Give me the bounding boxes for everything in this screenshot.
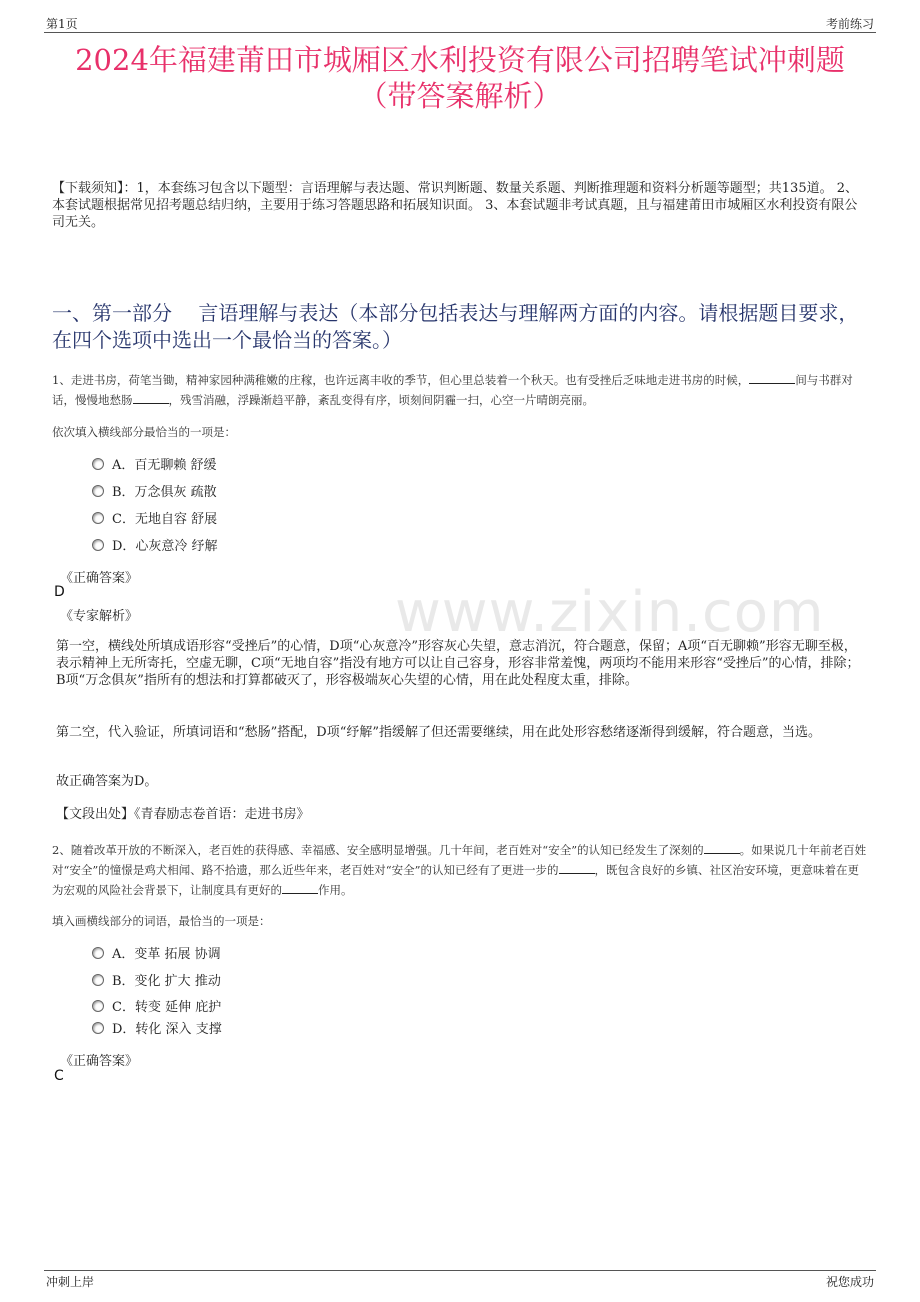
download-notice: 【下载须知】：1，本套练习包含以下题型：言语理解与表达题、常识判断题、数量关系题、判断推理题和资料分析题等题型；共135道。 2、本套试题根据常见招考题总结归纳，主要用于练习答题思路和拓展知识面。 3、本套试题非考试真题，且与福建莆田市城厢区水利投资有限公司无关。 <box>52 181 858 230</box>
q2-option-d[interactable]: D．转化 深入 支撑 <box>92 1020 222 1040</box>
fill-blank <box>749 371 795 384</box>
radio-icon[interactable] <box>92 485 104 497</box>
radio-icon[interactable] <box>92 1000 104 1012</box>
fill-blank <box>559 861 595 874</box>
question-2-prompt: 填入画横线部分的词语，最恰当的一项是： <box>52 914 271 928</box>
analysis-conclusion: 故正确答案为D。 <box>56 774 158 789</box>
document-title <box>40 42 880 114</box>
analysis-paragraph-1: 第一空，横线处所填成语形容“受挫后”的心情，D项“心灰意冷”形容灰心失望，意志消沉，符合题意，保留；A项“百无聊赖”形容无聊至极，表示精神上无所寄托，空虚无聊，C项“无地自容”指没有地方可以让自己容身，形容非常羞愧，两项均不能用来形容“受挫后”的心情，排除；B项“万念俱灰”指所有的想法和打算都破灭了，形容极端灰心失望的心情，用在此处程度太重，排除。 <box>56 639 860 688</box>
question-2-part-1: 2、随着改革开放的不断深入，老百姓的获得感、幸福感、安全感明显增强。几十年间，老百姓对“安全”的认知已经发生了深刻的 <box>52 843 704 857</box>
radio-icon[interactable] <box>92 458 104 470</box>
fill-blank <box>133 391 169 404</box>
correct-answer: C <box>54 1068 64 1084</box>
title-line-1: 2024年福建莆田市城厢区水利投资有限公司招聘笔试冲刺题 <box>75 43 845 77</box>
radio-icon[interactable] <box>92 974 104 986</box>
footer-left: 冲刺上岸 <box>46 1275 95 1289</box>
question-1-prompt: 依次填入横线部分最恰当的一项是： <box>52 425 236 439</box>
question-2-text <box>52 840 870 900</box>
radio-icon[interactable] <box>92 512 104 524</box>
page-footer <box>44 1270 876 1291</box>
q2-option-c[interactable]: C．转变 延伸 庇护 <box>92 998 221 1018</box>
fill-blank <box>704 841 740 854</box>
question-2-part-2: 。如果说几十年前老百姓对“安全”的憧憬是鸡犬相闻、路不拾遗，那么近些年来，老百姓对“安全”的认知已经有了更进一步的 <box>52 843 867 877</box>
watermark: www.zixin.com <box>395 580 825 645</box>
q1-option-c[interactable]: C．无地自容 舒展 <box>92 510 217 530</box>
page-number: 第1页 <box>46 17 78 31</box>
section-heading: 一、第一部分 言语理解与表达（本部分包括表达与理解两方面的内容。请根据题目要求，在四个选项中选出一个最恰当的答案。） <box>52 301 859 352</box>
radio-icon[interactable] <box>92 1022 104 1034</box>
q2-option-a[interactable]: A．变革 拓展 协调 <box>92 945 221 965</box>
correct-answer: D <box>54 584 65 600</box>
fill-blank <box>282 881 318 894</box>
title-line-2: （带答案解析） <box>358 79 562 113</box>
header-label: 考前练习 <box>825 17 874 31</box>
question-2-part-3: ，既包含良好的乡镇、社区治安环境，更意味着在更为宏观的风险社会背景下，让制度具有更好的 <box>52 863 860 897</box>
page-header <box>44 14 876 33</box>
q2-option-b[interactable]: B．变化 扩大 推动 <box>92 972 221 992</box>
question-1-part-1: 1、走进书房，荷笔当锄，精神家园种满稚嫩的庄稼，也许远离丰收的季节，但心里总装着一个秋天。也有受挫后乏味地走进书房的时候， <box>52 373 750 387</box>
radio-icon[interactable] <box>92 947 104 959</box>
footer-right: 祝您成功 <box>825 1275 874 1289</box>
q1-option-d[interactable]: D．心灰意冷 纾解 <box>92 537 218 557</box>
passage-source: 【文段出处】《青春励志卷首语：走进书房》 <box>56 807 310 822</box>
q1-option-a[interactable]: A．百无聊赖 舒缓 <box>92 456 217 476</box>
radio-icon[interactable] <box>92 539 104 551</box>
question-1-text <box>52 370 870 410</box>
correct-answer-label: 《正确答案》 <box>60 1054 139 1069</box>
q1-option-b[interactable]: B．万念俱灰 疏散 <box>92 483 217 503</box>
question-1-part-3: ，残雪消融，浮躁渐趋平静，紊乱变得有序，顷刻间阴霾一扫，心空一片晴朗亮丽。 <box>168 393 594 407</box>
analysis-label: 《专家解析》 <box>60 609 139 624</box>
correct-answer-label: 《正确答案》 <box>60 571 139 586</box>
question-1-part-2: 间与书群对话，慢慢地愁肠 <box>52 373 853 407</box>
analysis-paragraph-2: 第二空，代入验证，所填词语和“愁肠”搭配，D项“纾解”指缓解了但还需要继续，用在此处形容愁绪逐渐得到缓解，符合题意，当选。 <box>56 725 822 740</box>
question-2-part-4: 作用。 <box>318 883 353 897</box>
